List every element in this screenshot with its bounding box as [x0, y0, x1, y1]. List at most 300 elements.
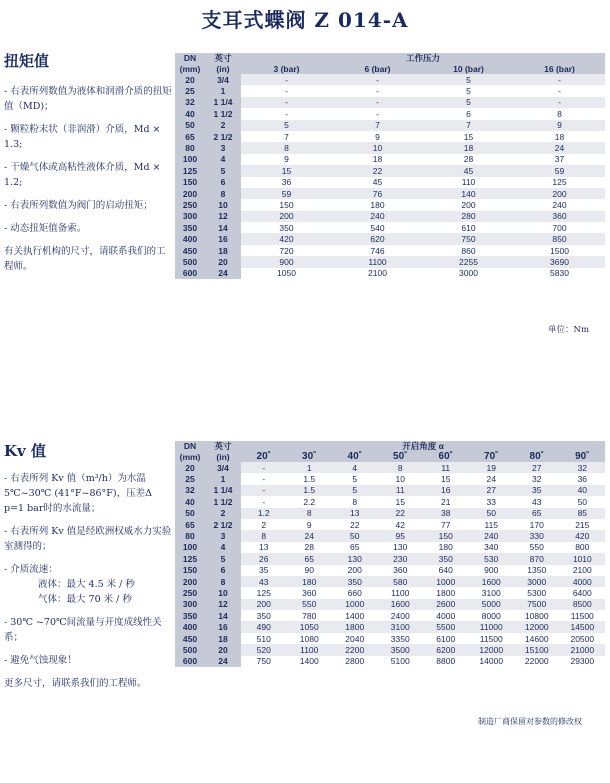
- value-cell: 50: [332, 530, 378, 541]
- value-cell: 27: [469, 485, 515, 496]
- value-cell: 2255: [423, 256, 514, 267]
- col-header: 50˚: [378, 451, 424, 462]
- dn-cell: 300: [175, 211, 205, 222]
- value-cell: 1800: [423, 587, 469, 598]
- dn-cell: 150: [175, 177, 205, 188]
- inch-cell: 12: [205, 599, 241, 610]
- value-cell: 115: [469, 519, 515, 530]
- value-cell: 900: [469, 565, 515, 576]
- inch-cell: 16: [205, 621, 241, 632]
- value-cell: 1.2: [241, 508, 287, 519]
- value-cell: 2040: [332, 633, 378, 644]
- dn-cell: 100: [175, 154, 205, 165]
- value-cell: -: [514, 85, 605, 96]
- dn-cell: 125: [175, 553, 205, 564]
- value-cell: -: [332, 74, 423, 85]
- value-cell: 4000: [560, 576, 606, 587]
- value-cell: 360: [514, 211, 605, 222]
- value-cell: -: [514, 74, 605, 85]
- table-row: [175, 233, 605, 244]
- value-cell: 280: [423, 211, 514, 222]
- value-cell: 360: [378, 565, 424, 576]
- value-cell: -: [241, 74, 332, 85]
- table-row: [175, 211, 605, 222]
- inch-cell: 6: [205, 177, 241, 188]
- value-cell: 240: [514, 199, 605, 210]
- inch-cell: 14: [205, 610, 241, 621]
- inch-cell: 3/4: [205, 462, 241, 473]
- value-cell: 7: [423, 120, 514, 131]
- value-cell: 510: [241, 633, 287, 644]
- table-row: [175, 485, 605, 496]
- torque-notes: [4, 84, 172, 282]
- value-cell: 32: [560, 462, 606, 473]
- col-header: 70˚: [469, 451, 515, 462]
- value-cell: 125: [514, 177, 605, 188]
- value-cell: 95: [378, 530, 424, 541]
- dn-cell: 20: [175, 462, 205, 473]
- dn-header: DN: [175, 441, 205, 451]
- kv-note: - 避免气蚀现象！: [4, 655, 77, 666]
- value-cell: 26: [241, 553, 287, 564]
- value-cell: 59: [514, 165, 605, 176]
- table-row: [175, 131, 605, 142]
- value-cell: 3000: [514, 576, 560, 587]
- value-cell: 6100: [423, 633, 469, 644]
- inch-cell: 1: [205, 473, 241, 484]
- value-cell: 350: [241, 222, 332, 233]
- inch-cell: 20: [205, 256, 241, 267]
- value-cell: 15: [423, 131, 514, 142]
- table-row: [175, 599, 605, 610]
- value-cell: 125: [241, 587, 287, 598]
- value-cell: 11: [423, 462, 469, 473]
- kv-speed: 气体：最大 70 米 / 秒: [38, 594, 132, 605]
- value-cell: -: [241, 462, 287, 473]
- inch-cell: 1 1/2: [205, 108, 241, 119]
- dn-cell: 100: [175, 542, 205, 553]
- value-cell: 37: [514, 154, 605, 165]
- value-cell: 230: [378, 553, 424, 564]
- value-cell: 9: [241, 154, 332, 165]
- value-cell: 8800: [423, 656, 469, 667]
- page-title: 支耳式蝶阀 Z 014-A: [201, 8, 409, 32]
- inch-cell: 24: [205, 268, 241, 279]
- table-row: [175, 165, 605, 176]
- value-cell: 3500: [378, 644, 424, 655]
- value-cell: 180: [287, 576, 333, 587]
- inch-unit: (in): [205, 63, 241, 74]
- table-row: [175, 610, 605, 621]
- table-row: [175, 644, 605, 655]
- value-cell: 28: [287, 542, 333, 553]
- table-row: [175, 154, 605, 165]
- value-cell: 150: [241, 199, 332, 210]
- kv-note: - 30℃ ~70℃间流量与开度成线性关系；: [4, 617, 162, 643]
- table-row: [175, 542, 605, 553]
- value-cell: 14500: [560, 621, 606, 632]
- table-row: [175, 188, 605, 199]
- value-cell: 660: [332, 587, 378, 598]
- table-row: [175, 74, 605, 85]
- value-cell: 200: [514, 188, 605, 199]
- value-cell: -: [332, 97, 423, 108]
- kv-note: 更多尺寸，请联系我们的工程师。: [4, 678, 147, 689]
- value-cell: 530: [469, 553, 515, 564]
- value-cell: 24: [469, 473, 515, 484]
- value-cell: 40: [560, 485, 606, 496]
- dn-cell: 500: [175, 256, 205, 267]
- value-cell: 5300: [514, 587, 560, 598]
- inch-cell: 4: [205, 542, 241, 553]
- value-cell: 38: [423, 508, 469, 519]
- value-cell: 8: [287, 508, 333, 519]
- value-cell: 240: [469, 530, 515, 541]
- value-cell: 4000: [423, 610, 469, 621]
- pressure-group-header: 工作压力: [241, 53, 605, 63]
- value-cell: 15: [423, 473, 469, 484]
- table-row: [175, 633, 605, 644]
- table-row: [175, 565, 605, 576]
- dn-cell: 25: [175, 473, 205, 484]
- value-cell: 8500: [560, 599, 606, 610]
- value-cell: 3100: [378, 621, 424, 632]
- value-cell: 3690: [514, 256, 605, 267]
- value-cell: 16: [423, 485, 469, 496]
- dn-cell: 400: [175, 621, 205, 632]
- torque-note: - 右表所列数值为液体和润滑介质的扭矩值（MD)；: [4, 86, 172, 112]
- value-cell: 5100: [378, 656, 424, 667]
- value-cell: 2800: [332, 656, 378, 667]
- inch-cell: 3: [205, 142, 241, 153]
- table-row: [175, 177, 605, 188]
- value-cell: 2: [241, 519, 287, 530]
- inch-cell: 2: [205, 120, 241, 131]
- dn-cell: 50: [175, 120, 205, 131]
- value-cell: 1: [287, 462, 333, 473]
- table-row: [175, 85, 605, 96]
- kv-note: - 右表所列 Kv 值（m³/h）为水温5℃~30℃ (41°F~86°F)，压差Δ p=1 bar时的水流量；: [4, 473, 152, 514]
- value-cell: 2100: [332, 268, 423, 279]
- kv-table: [175, 441, 605, 667]
- value-cell: 215: [560, 519, 606, 530]
- value-cell: 8: [241, 530, 287, 541]
- value-cell: 2.2: [287, 496, 333, 507]
- value-cell: 200: [332, 565, 378, 576]
- value-cell: 746: [332, 245, 423, 256]
- value-cell: 1.5: [287, 485, 333, 496]
- value-cell: 65: [332, 542, 378, 553]
- value-cell: 130: [378, 542, 424, 553]
- torque-note: - 颗粒粉末状（非润滑）介质，Md × 1.3;: [4, 124, 161, 150]
- value-cell: 750: [423, 233, 514, 244]
- value-cell: -: [332, 85, 423, 96]
- value-cell: 90: [287, 565, 333, 576]
- value-cell: 2100: [560, 565, 606, 576]
- table-row: [175, 245, 605, 256]
- value-cell: 7500: [514, 599, 560, 610]
- value-cell: 550: [287, 599, 333, 610]
- value-cell: 1.5: [287, 473, 333, 484]
- value-cell: 77: [423, 519, 469, 530]
- value-cell: 1600: [469, 576, 515, 587]
- value-cell: 420: [560, 530, 606, 541]
- dn-unit: (mm): [175, 63, 205, 74]
- value-cell: 10800: [514, 610, 560, 621]
- value-cell: 330: [514, 530, 560, 541]
- col-header: 16 (bar): [514, 63, 605, 74]
- value-cell: 200: [241, 599, 287, 610]
- value-cell: 200: [423, 199, 514, 210]
- value-cell: 550: [514, 542, 560, 553]
- value-cell: 10: [378, 473, 424, 484]
- value-cell: 1100: [287, 644, 333, 655]
- value-cell: 20500: [560, 633, 606, 644]
- value-cell: 1800: [332, 621, 378, 632]
- value-cell: 130: [332, 553, 378, 564]
- value-cell: 8: [514, 108, 605, 119]
- inch-cell: 1 1/2: [205, 496, 241, 507]
- inch-unit: (in): [205, 451, 241, 462]
- value-cell: 620: [332, 233, 423, 244]
- value-cell: 1100: [378, 587, 424, 598]
- value-cell: 780: [287, 610, 333, 621]
- value-cell: 2400: [378, 610, 424, 621]
- value-cell: 1400: [332, 610, 378, 621]
- value-cell: 85: [560, 508, 606, 519]
- value-cell: 350: [423, 553, 469, 564]
- value-cell: 870: [514, 553, 560, 564]
- value-cell: 1000: [332, 599, 378, 610]
- value-cell: 18: [514, 131, 605, 142]
- value-cell: 5: [423, 85, 514, 96]
- value-cell: 45: [332, 177, 423, 188]
- dn-cell: 350: [175, 610, 205, 621]
- value-cell: 45: [423, 165, 514, 176]
- table-row: [175, 553, 605, 564]
- value-cell: 36: [241, 177, 332, 188]
- value-cell: 3100: [469, 587, 515, 598]
- dn-cell: 450: [175, 245, 205, 256]
- value-cell: 43: [514, 496, 560, 507]
- inch-cell: 18: [205, 633, 241, 644]
- value-cell: 750: [241, 656, 287, 667]
- value-cell: 32: [514, 473, 560, 484]
- value-cell: 6400: [560, 587, 606, 598]
- value-cell: -: [241, 473, 287, 484]
- inch-cell: 2: [205, 508, 241, 519]
- kv-note: - 介质流速：: [4, 564, 58, 575]
- value-cell: 240: [332, 211, 423, 222]
- value-cell: 1350: [514, 565, 560, 576]
- inch-cell: 10: [205, 199, 241, 210]
- value-cell: 3000: [423, 268, 514, 279]
- col-header: 6 (bar): [332, 63, 423, 74]
- col-header: 30˚: [287, 451, 333, 462]
- value-cell: 35: [514, 485, 560, 496]
- value-cell: 42: [378, 519, 424, 530]
- value-cell: 24: [287, 530, 333, 541]
- inch-cell: 5: [205, 553, 241, 564]
- value-cell: 19: [469, 462, 515, 473]
- value-cell: 420: [241, 233, 332, 244]
- table-row: [175, 656, 605, 667]
- value-cell: 50: [469, 508, 515, 519]
- table-row: [175, 519, 605, 530]
- dn-cell: 450: [175, 633, 205, 644]
- value-cell: 9: [514, 120, 605, 131]
- kv-speed: 液体：最大 4.5 米 / 秒: [38, 579, 135, 590]
- value-cell: 15: [241, 165, 332, 176]
- value-cell: 2200: [332, 644, 378, 655]
- value-cell: 610: [423, 222, 514, 233]
- value-cell: 1400: [287, 656, 333, 667]
- value-cell: 29300: [560, 656, 606, 667]
- inch-cell: 1 1/4: [205, 97, 241, 108]
- dn-cell: 250: [175, 199, 205, 210]
- inch-cell: 1 1/4: [205, 485, 241, 496]
- value-cell: 13: [332, 508, 378, 519]
- inch-cell: 6: [205, 565, 241, 576]
- kv-heading: Kv 值: [4, 442, 46, 460]
- value-cell: 850: [514, 233, 605, 244]
- table-row: [175, 108, 605, 119]
- col-header: 10 (bar): [423, 63, 514, 74]
- dn-cell: 150: [175, 565, 205, 576]
- value-cell: 5: [241, 120, 332, 131]
- dn-header: DN: [175, 53, 205, 63]
- table-row: [175, 587, 605, 598]
- dn-cell: 200: [175, 188, 205, 199]
- inch-cell: 14: [205, 222, 241, 233]
- kv-footer-note: 制造厂商保留对参数的修改权: [478, 717, 582, 726]
- col-header: 40˚: [332, 451, 378, 462]
- inch-cell: 3: [205, 530, 241, 541]
- torque-note: - 右表所列数值为阀门的启动扭矩；: [4, 200, 153, 211]
- value-cell: -: [241, 108, 332, 119]
- dn-cell: 50: [175, 508, 205, 519]
- dn-cell: 500: [175, 644, 205, 655]
- value-cell: 6: [423, 108, 514, 119]
- table-row: [175, 508, 605, 519]
- dn-cell: 600: [175, 268, 205, 279]
- inch-cell: 1: [205, 85, 241, 96]
- inch-cell: 4: [205, 154, 241, 165]
- inch-cell: 2 1/2: [205, 519, 241, 530]
- value-cell: 2600: [423, 599, 469, 610]
- value-cell: 800: [560, 542, 606, 553]
- value-cell: 5: [332, 473, 378, 484]
- value-cell: 1050: [287, 621, 333, 632]
- dn-cell: 250: [175, 587, 205, 598]
- value-cell: 7: [241, 131, 332, 142]
- value-cell: 7: [332, 120, 423, 131]
- value-cell: 13: [241, 542, 287, 553]
- value-cell: 28: [423, 154, 514, 165]
- inch-cell: 18: [205, 245, 241, 256]
- value-cell: 350: [332, 576, 378, 587]
- col-header: 60˚: [423, 451, 469, 462]
- value-cell: 1100: [332, 256, 423, 267]
- table-row: [175, 473, 605, 484]
- value-cell: 8: [332, 496, 378, 507]
- value-cell: -: [332, 108, 423, 119]
- value-cell: -: [241, 485, 287, 496]
- value-cell: 700: [514, 222, 605, 233]
- dn-cell: 80: [175, 530, 205, 541]
- value-cell: 43: [241, 576, 287, 587]
- dn-cell: 40: [175, 108, 205, 119]
- torque-note: - 动态扭矩值备索。: [4, 223, 87, 234]
- inch-cell: 8: [205, 188, 241, 199]
- inch-cell: 5: [205, 165, 241, 176]
- value-cell: 65: [287, 553, 333, 564]
- value-cell: 8000: [469, 610, 515, 621]
- kv-note: - 右表所列 Kv 值是经欧洲权威水力实验室测得的；: [4, 526, 172, 552]
- value-cell: 110: [423, 177, 514, 188]
- value-cell: 15: [378, 496, 424, 507]
- value-cell: 360: [287, 587, 333, 598]
- value-cell: 22: [332, 165, 423, 176]
- col-header: 3 (bar): [241, 63, 332, 74]
- value-cell: 11000: [469, 621, 515, 632]
- value-cell: 1050: [241, 268, 332, 279]
- table-row: [175, 142, 605, 153]
- dn-cell: 25: [175, 85, 205, 96]
- torque-heading: 扭矩值: [4, 52, 50, 70]
- dn-cell: 32: [175, 485, 205, 496]
- value-cell: 4: [332, 462, 378, 473]
- value-cell: 24: [514, 142, 605, 153]
- value-cell: 12000: [514, 621, 560, 632]
- inch-header: 英寸: [205, 53, 241, 63]
- value-cell: -: [514, 97, 605, 108]
- value-cell: 14600: [514, 633, 560, 644]
- value-cell: 720: [241, 245, 332, 256]
- value-cell: 350: [241, 610, 287, 621]
- col-header: 80˚: [514, 451, 560, 462]
- value-cell: 8: [241, 142, 332, 153]
- value-cell: 11500: [560, 610, 606, 621]
- dn-cell: 65: [175, 131, 205, 142]
- dn-cell: 80: [175, 142, 205, 153]
- value-cell: 180: [423, 542, 469, 553]
- value-cell: 9: [332, 131, 423, 142]
- value-cell: 18: [332, 154, 423, 165]
- table-row: [175, 120, 605, 131]
- dn-cell: 350: [175, 222, 205, 233]
- value-cell: 9: [287, 519, 333, 530]
- value-cell: 35: [241, 565, 287, 576]
- value-cell: 1600: [378, 599, 424, 610]
- value-cell: 11: [378, 485, 424, 496]
- table-row: [175, 199, 605, 210]
- value-cell: 340: [469, 542, 515, 553]
- dn-cell: 600: [175, 656, 205, 667]
- inch-cell: 3/4: [205, 74, 241, 85]
- inch-cell: 12: [205, 211, 241, 222]
- inch-header: 英寸: [205, 441, 241, 451]
- value-cell: 22: [378, 508, 424, 519]
- inch-cell: 24: [205, 656, 241, 667]
- dn-cell: 32: [175, 97, 205, 108]
- value-cell: 21000: [560, 644, 606, 655]
- value-cell: 8: [378, 462, 424, 473]
- value-cell: 18: [423, 142, 514, 153]
- dn-cell: 20: [175, 74, 205, 85]
- angle-group-header: 开启角度 α: [241, 441, 605, 451]
- value-cell: 140: [423, 188, 514, 199]
